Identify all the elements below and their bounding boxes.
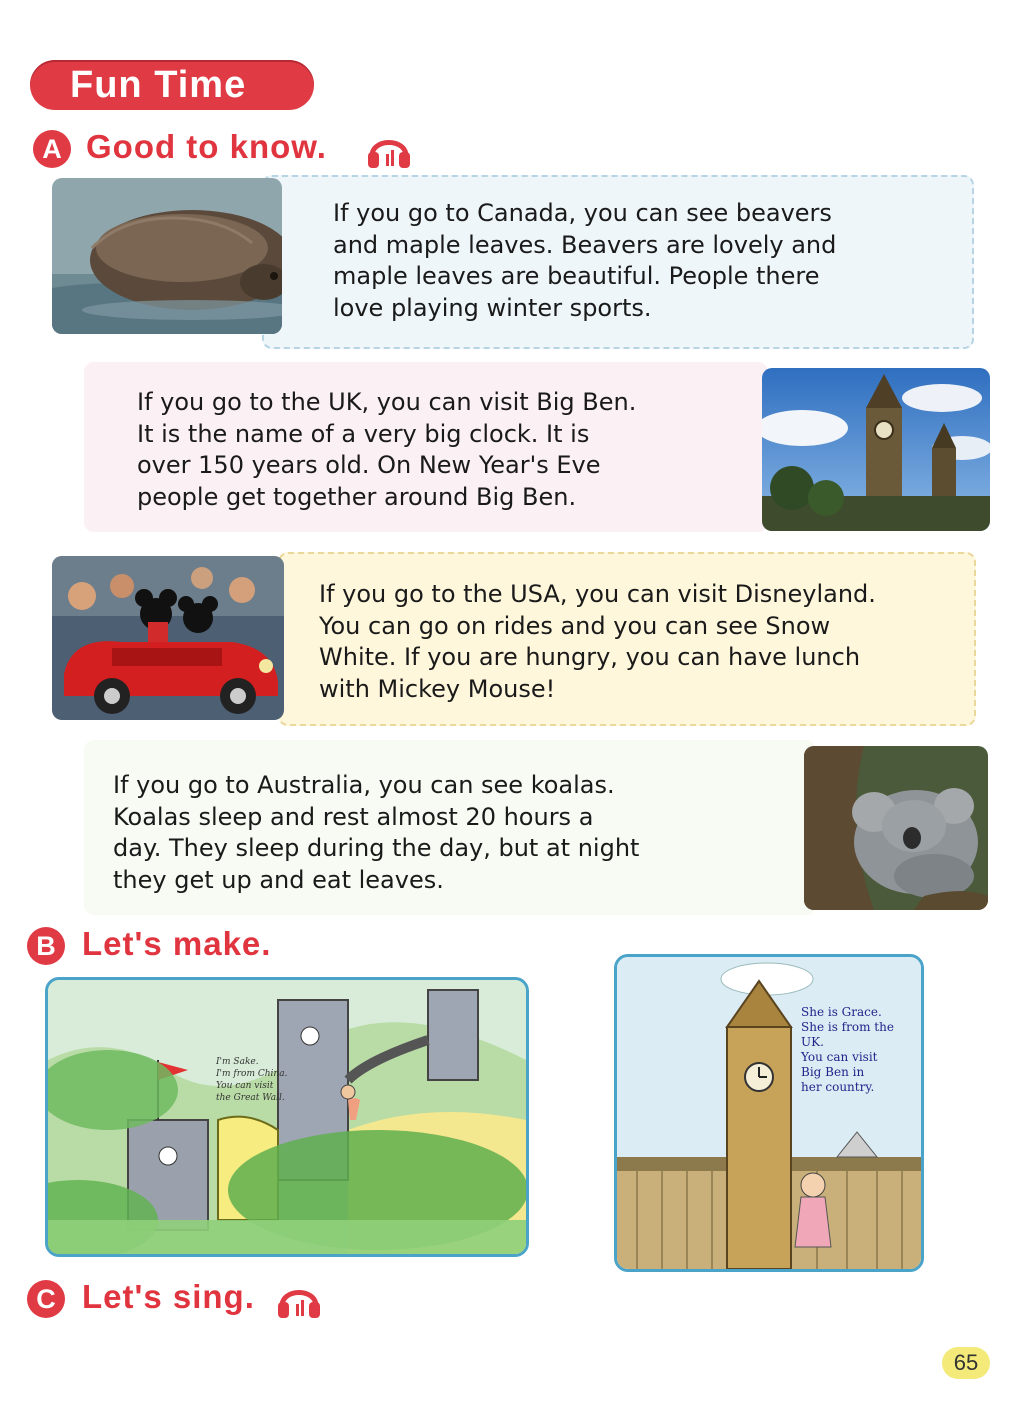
section-b-title: Let's make. [82, 925, 272, 962]
canada-line-3: maple leaves are beautiful. People there [333, 262, 820, 290]
canada-line-1: If you go to Canada, you can see beavers [333, 199, 832, 227]
big-ben-note-line-5: Big Ben in [801, 1065, 865, 1079]
big-ben-note [801, 1005, 894, 1095]
australia-line-3: day. They sleep during the day, but at night [113, 834, 640, 862]
usa-line-2: You can go on rides and you can see Snow [319, 611, 831, 640]
section-a-badge: A [33, 130, 71, 168]
great-wall-note-line-1: I'm Sake. [216, 1057, 259, 1067]
uk-line-1: If you go to the UK, you can visit Big Ben. [137, 388, 637, 416]
header-title: Fun Time [70, 64, 247, 106]
usa-fact-text [319, 579, 876, 705]
page-number: 65 [942, 1347, 990, 1379]
australia-line-4: they get up and eat leaves. [113, 865, 444, 894]
usa-line-1: If you go to the USA, you can visit Disneyland. [319, 580, 876, 608]
headphones-icon-a[interactable] [364, 128, 414, 170]
disneyland-photo [52, 556, 284, 720]
big-ben-drawing [614, 954, 924, 1272]
uk-fact-text [137, 387, 636, 513]
uk-line-2: It is the name of a very big clock. It is [137, 419, 590, 448]
canada-line-4: love playing winter sports. [333, 293, 652, 322]
australia-line-2: Koalas sleep and rest almost 20 hours a [113, 802, 594, 831]
usa-line-3: White. If you are hungry, you can have lunch [319, 643, 861, 671]
great-wall-note-line-2: I'm from China. [216, 1069, 288, 1079]
big-ben-photo [762, 368, 990, 531]
canada-fact-text [333, 198, 836, 324]
great-wall-drawing [45, 977, 529, 1257]
australia-fact-text [113, 770, 639, 896]
beaver-photo [52, 178, 282, 334]
great-wall-note-line-3: You can visit [216, 1081, 274, 1091]
headphones-icon-c[interactable] [274, 1278, 324, 1320]
section-b-badge: B [27, 927, 65, 965]
great-wall-note-line-4: the Great Wall. [216, 1093, 285, 1103]
uk-line-3: over 150 years old. On New Year's Eve [137, 451, 601, 479]
big-ben-note-line-6: her country. [801, 1080, 875, 1094]
big-ben-note-line-2: She is from the [801, 1020, 894, 1034]
uk-line-4: people get together around Big Ben. [137, 482, 577, 511]
section-a-title: Good to know. [86, 128, 327, 165]
australia-line-1: If you go to Australia, you can see koalas. [113, 771, 615, 799]
big-ben-note-line-3: UK. [801, 1035, 824, 1049]
big-ben-note-line-1: She is Grace. [801, 1005, 882, 1019]
canada-line-2: and maple leaves. Beavers are lovely and [333, 230, 837, 259]
section-c-badge: C [27, 1280, 65, 1318]
koala-photo [804, 746, 988, 910]
usa-line-4: with Mickey Mouse! [319, 674, 556, 703]
section-c-title: Let's sing. [82, 1278, 255, 1315]
great-wall-note [216, 1056, 287, 1104]
fun-time-header [30, 60, 314, 110]
big-ben-note-line-4: You can visit [801, 1050, 878, 1064]
